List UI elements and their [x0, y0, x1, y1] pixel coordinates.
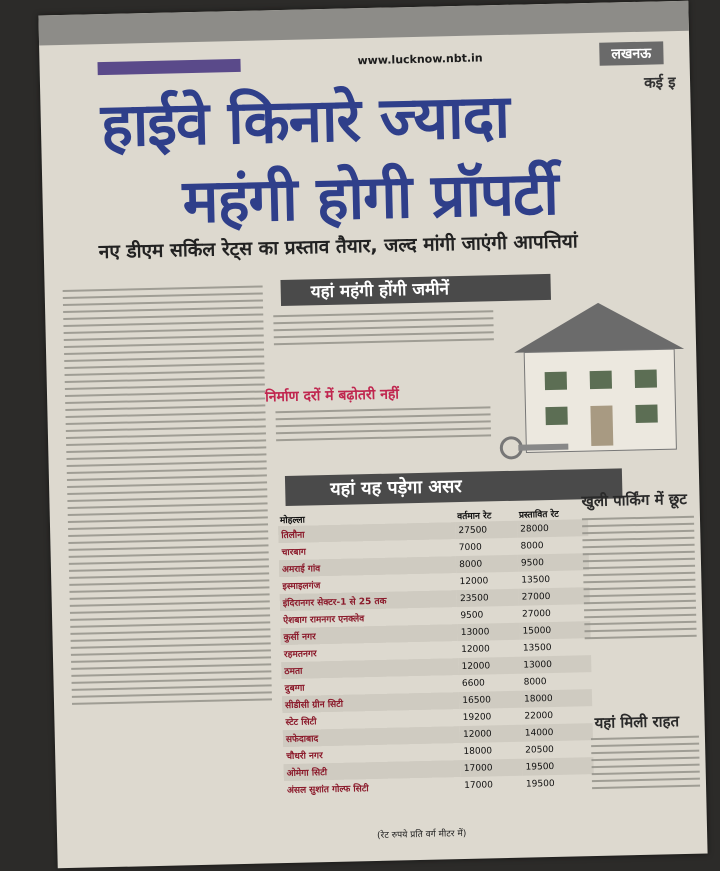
table-cell-proposed: 28000 — [517, 519, 588, 538]
masthead-url: www.lucknow.nbt.in — [357, 51, 483, 68]
dateline-bar — [97, 59, 240, 75]
table-cell-proposed: 13000 — [520, 655, 591, 674]
table-cell-current: 19200 — [462, 711, 492, 723]
table-cell-current: 23500 — [457, 589, 519, 607]
table-cell-proposed: 15000 — [519, 621, 590, 640]
table-cell-locality: तिलौना — [278, 522, 456, 543]
table-cell-locality: ओमेगा सिटी — [283, 760, 461, 781]
table-cell-locality: इंदिरानगर सेक्टर-1 से 25 तक — [280, 590, 458, 611]
table-cell-proposed: 9500 — [518, 553, 589, 572]
impact-heading: यहां यह पड़ेगा असर — [285, 468, 623, 506]
table-cell-proposed: 14000 — [522, 723, 593, 742]
open-parking-heading: खुली पार्किंग में छूट — [581, 489, 688, 511]
table-cell-proposed: 19500 — [522, 757, 593, 776]
col-header-current-rate: वर्तमान रेट — [457, 510, 492, 522]
table-cell-proposed: 8000 — [520, 540, 544, 552]
table-cell-current: 27500 — [455, 521, 517, 539]
table-cell-proposed: 20500 — [525, 744, 554, 756]
side-column-title: कई इ — [643, 73, 676, 92]
table-cell-current: 16500 — [459, 691, 521, 709]
table-cell-locality: ऐशबाग रामनगर एनक्लेव — [283, 614, 365, 627]
table-cell-current: 12000 — [459, 575, 489, 587]
table-cell-locality: दुबग्गा — [284, 683, 305, 695]
top-strip — [38, 1, 689, 46]
subheadline: नए डीएम सर्किल रेट्स का प्रस्ताव तैयार, जल्द मांगी जाएंगी आपत्तियां — [98, 230, 578, 264]
table-cell-current: 8000 — [456, 555, 518, 573]
table-cell-proposed: 13500 — [522, 642, 552, 654]
table-cell-locality: चौधरी नगर — [286, 751, 323, 763]
table-cell-current: 12000 — [458, 657, 520, 675]
table-cell-locality: चारबाग — [281, 547, 307, 559]
table-cell-locality: इस्माइलगंज — [282, 581, 321, 593]
costlier-land-text — [273, 305, 494, 349]
table-cell-current: 18000 — [463, 745, 493, 757]
relief-heading: यहां मिली राहत — [594, 712, 680, 733]
table-cell-proposed: 22000 — [524, 710, 554, 722]
table-cell-proposed: 18000 — [521, 689, 592, 708]
table-cell-locality: अंसल सुशांत गोल्फ सिटी — [286, 784, 369, 797]
col-header-proposed-rate: प्रस्तावित रेट — [518, 509, 559, 521]
table-cell-locality: सफेदाबाद — [283, 726, 461, 747]
table-cell-proposed: 27000 — [522, 608, 551, 620]
masthead-city: लखनऊ — [599, 41, 663, 65]
table-cell-current: 12000 — [460, 725, 522, 743]
table-cell-locality: ठमता — [281, 658, 459, 679]
headline-line-1: हाईवे किनारे ज्यादा — [100, 81, 510, 162]
table-cell-proposed: 13500 — [521, 574, 551, 586]
table-cell-locality: सीडीसी ग्रीन सिटी — [282, 692, 460, 713]
rates-table — [278, 505, 594, 798]
house-illustration — [493, 278, 707, 473]
table-cell-current: 17000 — [461, 759, 523, 777]
table-cell-current: 7000 — [458, 542, 482, 553]
table-units-note: (रेट रुपये प्रति वर्ग मीटर में) — [376, 828, 467, 842]
table-cell-current: 9500 — [460, 610, 484, 621]
costlier-land-heading: यहां महंगी होंगी जमीनें — [280, 274, 551, 306]
rate-increase-text — [275, 401, 491, 445]
newspaper-clipping — [38, 1, 707, 869]
rate-increase-heading: निर्माण दरों में बढ़ोतरी नहीं — [264, 386, 400, 406]
table-cell-current: 13000 — [458, 623, 520, 641]
table-cell-locality: अमराई गांव — [279, 556, 457, 577]
col-header-locality: मोहल्ला — [279, 515, 306, 526]
table-cell-locality: कुर्सी नगर — [280, 624, 458, 645]
side-column — [644, 73, 690, 92]
table-cell-current: 17000 — [464, 779, 493, 791]
open-parking-text — [582, 511, 697, 644]
headline-line-2: महंगी होगी प्रॉपर्टी — [181, 158, 559, 238]
table-cell-locality: स्टेट सिटी — [285, 717, 317, 729]
table-cell-proposed: 8000 — [523, 676, 547, 688]
table-cell-proposed: 27000 — [519, 587, 590, 606]
table-cell-current: 12000 — [461, 643, 490, 655]
table-cell-current: 6600 — [461, 678, 485, 689]
table-cell-locality: रहमतनगर — [283, 649, 317, 661]
table-cell-proposed: 19500 — [525, 778, 555, 790]
left-article-column — [63, 280, 273, 708]
relief-text — [591, 731, 700, 793]
